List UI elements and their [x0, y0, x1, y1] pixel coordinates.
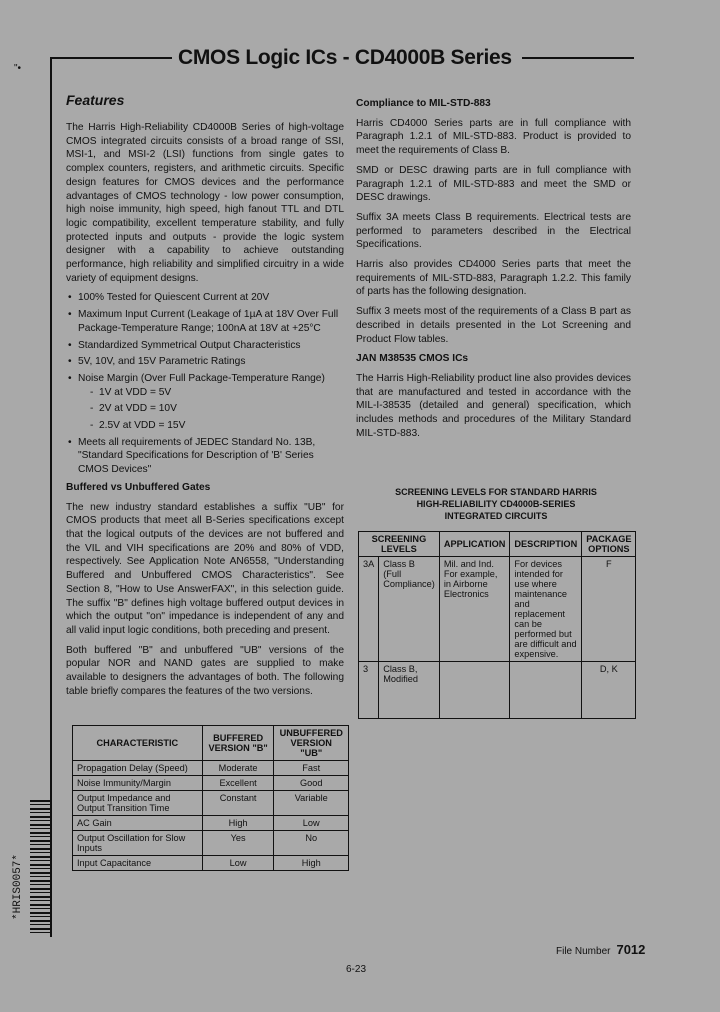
table-cell: AC Gain [73, 816, 203, 831]
table-header: CHARACTERISTIC [73, 726, 203, 761]
feature-item: • Meets all requirements of JEDEC Standard No. 13B, "Standard Specifications for Description of 'B' Series CMOS Devices" [66, 436, 344, 477]
feature-item: • Standardized Symmetrical Output Characteristics [66, 339, 344, 353]
table-cell: High [202, 816, 274, 831]
screening-title-line: INTEGRATED CIRCUITS [444, 511, 548, 521]
table-cell: Excellent [202, 776, 274, 791]
table-cell: F [582, 557, 636, 662]
table-cell: No [274, 831, 349, 856]
table-cell: Noise Immunity/Margin [73, 776, 203, 791]
table-cell [510, 662, 582, 719]
screening-title-line: SCREENING LEVELS FOR STANDARD HARRIS [395, 487, 597, 497]
noise-margin-label: Noise Margin (Over Full Package-Temperature Range) [78, 372, 325, 384]
screening-title-line: HIGH-RELIABILITY CD4000B-SERIES [416, 499, 576, 509]
table-cell: Moderate [202, 761, 274, 776]
left-column [66, 121, 344, 704]
table-cell: Low [274, 816, 349, 831]
table-cell: Constant [202, 791, 274, 816]
feature-item: • Maximum Input Current (Leakage of 1µA at 18V Over Full Package-Temperature Range; 100nA at 18V at +25°C [66, 308, 344, 335]
noise-item: - 2.5V at VDD = 15V [90, 419, 344, 433]
table-header: SCREENING LEVELS [359, 532, 440, 557]
left-margin-rule [50, 57, 52, 937]
features-list [66, 291, 344, 476]
table-cell: Variable [274, 791, 349, 816]
table-cell: Propagation Delay (Speed) [73, 761, 203, 776]
table-header: DESCRIPTION [510, 532, 582, 557]
page-title: CMOS Logic ICs - CD4000B Series [178, 46, 512, 69]
noise-margin-list [78, 386, 344, 433]
table-cell: Class B (Full Compliance) [379, 557, 440, 662]
jan-paragraph: The Harris High-Reliability product line also provides devices that are manufactured and tested in accordance with the MIL-I-38535 (detailed and general) specification, which includes methods and procedures of the Military Standard MIL-STD-883. [356, 372, 631, 439]
compliance-paragraph: Suffix 3A meets Class B requirements. Electrical tests are performed to parameters described in the Electrical Specifications. [356, 211, 631, 251]
table-cell: Fast [274, 761, 349, 776]
table-row [73, 831, 349, 856]
screening-table-title [358, 486, 634, 522]
table-row [73, 791, 349, 816]
top-rule-left [50, 57, 172, 59]
compliance-paragraph: Harris CD4000 Series parts are in full compliance with Paragraph 1.2.1 of MIL-STD-883. Product is provided to meet the requirements of Class B. [356, 117, 631, 157]
buffered-paragraph-2: Both buffered "B" and unbuffered "UB" versions of the popular NOR and NAND gates are supplied to make available to designers the advantages of both. The following table briefly compares the features of the two versions. [66, 644, 344, 697]
right-column [356, 97, 631, 446]
file-number-value: 7012 [616, 942, 646, 957]
jan-heading: JAN M38535 CMOS ICs [356, 353, 469, 365]
features-heading: Features [66, 92, 125, 108]
file-number [556, 942, 645, 957]
buffered-paragraph-1: The new industry standard establishes a suffix "UB" for CMOS products that meet all B-Series specifications except that the logical outputs of the devices are not buffered and the VIL and VIH specifications are 20% and 80% of VDD, respectively. See Application Note AN6558, "Understanding Buffered and Unbuffered CMOS Characteristics". See Section 8, "How to Use AnswerFAX", in this selection guide. The suffix "B" defines high voltage buffered output devices in which the output "on" impedance is independent of any and all valid input logic conditions, both preceding and present. [66, 501, 344, 636]
table-header: PACKAGE OPTIONS [582, 532, 636, 557]
table-cell: Input Capacitance [73, 856, 203, 871]
compliance-paragraph: SMD or DESC drawing parts are in full compliance with Paragraph 1.2.1 of MIL-STD-883 and meet the SMD or DESC drawings. [356, 164, 631, 204]
compliance-heading: Compliance to MIL-STD-883 [356, 98, 491, 109]
table-cell: Mil. and Ind. For example, in Airborne Electronics [439, 557, 510, 662]
table-cell: Class B, Modified [379, 662, 440, 719]
table-cell: For devices intended for use where maintenance and replacement can be performed but are difficult and expensive. [510, 557, 582, 662]
table-cell: 3 [359, 662, 379, 719]
table-cell: Good [274, 776, 349, 791]
table-cell [439, 662, 510, 719]
table-row [73, 856, 349, 871]
top-rule-right [522, 57, 634, 59]
buffered-heading: Buffered vs Unbuffered Gates [66, 481, 211, 493]
table-cell: Output Oscillation for Slow Inputs [73, 831, 203, 856]
table-cell: High [274, 856, 349, 871]
table-row [73, 761, 349, 776]
table-row [73, 776, 349, 791]
table-row [359, 557, 636, 662]
table-header: BUFFERED VERSION "B" [202, 726, 274, 761]
corner-mark: "• [14, 63, 22, 74]
table-row [73, 816, 349, 831]
table-cell: 3A [359, 557, 379, 662]
compliance-paragraph: Suffix 3 meets most of the requirements of a Class B part as described in details presented in the Lot Screening and Product Flow tables. [356, 306, 631, 345]
comparison-table [72, 725, 349, 871]
table-header: UNBUFFERED VERSION "UB" [274, 726, 349, 761]
feature-item [66, 372, 344, 433]
noise-item: - 1V at VDD = 5V [90, 386, 344, 400]
screening-table [358, 531, 636, 719]
features-intro: The Harris High-Reliability CD4000B Series of high-voltage CMOS integrated circuits consists of a broad range of SSI, MSI-1, and MSI-2 (LSI) functions from single gates to complex counters, registers, and arithmetic circuits. Specific design features for CMOS devices and the performance advantages of CMOS technology - low power consumption, high noise immunity, high speed, high fanout TTL and DTL logic compatibility, excellent temperature stability, and fully protected inputs and outputs - provide the logic system designer with a capability to achieve outstanding performance, high reliability and simplified circuitry in a wide variety of equipment designs. [66, 122, 344, 284]
table-cell: D, K [582, 662, 636, 719]
file-number-label: File Number [556, 946, 611, 957]
table-cell: Low [202, 856, 274, 871]
page-number: 6-23 [346, 964, 367, 975]
compliance-paragraph: Harris also provides CD4000 Series parts that meet the requirements of MIL-STD-883, Paragraph 1.2.2. This family of parts has the following designation. [356, 259, 631, 298]
table-cell: Output Impedance and Output Transition Time [73, 791, 203, 816]
noise-item: - 2V at VDD = 10V [90, 402, 344, 416]
table-row [359, 662, 636, 719]
table-cell: Yes [202, 831, 274, 856]
barcode-text: *HRIS0057* [12, 853, 24, 920]
barcode [30, 800, 50, 935]
feature-item: • 100% Tested for Quiescent Current at 20V [66, 291, 344, 305]
feature-item: • 5V, 10V, and 15V Parametric Ratings [66, 355, 344, 369]
table-header: APPLICATION [439, 532, 510, 557]
